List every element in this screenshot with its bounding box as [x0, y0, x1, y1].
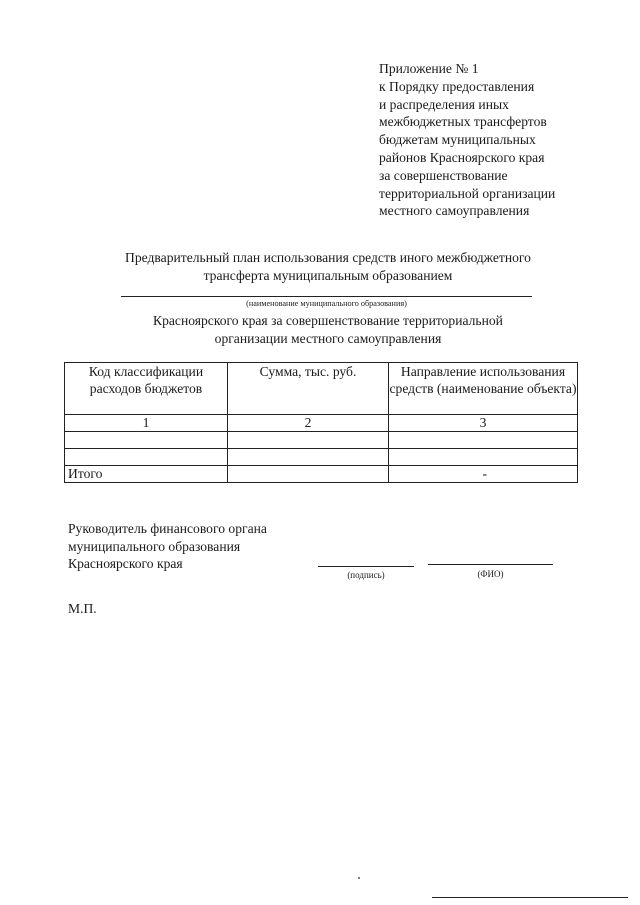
table-cell[interactable]	[389, 449, 578, 466]
table-cell[interactable]	[389, 432, 578, 449]
appendix-line: Приложение № 1	[379, 61, 479, 76]
total-row	[65, 466, 578, 483]
scan-dot	[358, 877, 360, 879]
table-header-row	[65, 363, 578, 415]
full-name-field[interactable]	[428, 564, 553, 565]
appendix-line: и распределения иных	[379, 96, 509, 112]
table-cell[interactable]	[65, 432, 228, 449]
table-cell[interactable]	[65, 449, 228, 466]
municipality-name-caption: (наименование муниципального образования)	[246, 299, 407, 308]
table-cell[interactable]	[228, 432, 389, 449]
appendix-line: местного самоуправления	[379, 203, 530, 219]
column-number: 3	[389, 415, 578, 432]
header-direction: Направление использования средств (наименование объекта)	[389, 363, 578, 415]
title-line: трансферта муниципальным образованием	[203, 268, 453, 283]
signatory-title	[68, 520, 267, 573]
signatory-line: Красноярского края	[68, 556, 183, 571]
appendix-header	[379, 60, 555, 220]
municipality-name-field[interactable]	[121, 296, 532, 297]
appendix-line: территориальной организации	[379, 185, 556, 201]
purpose-line: организации местного самоуправления	[214, 331, 442, 346]
appendix-line: районов Красноярского края	[379, 149, 545, 165]
title-line: Предварительный план использования средств иного межбюджетного	[125, 250, 531, 265]
document-title	[60, 249, 596, 285]
appendix-line: межбюджетных трансфертов	[379, 114, 547, 130]
purpose-text	[60, 312, 596, 348]
appendix-line: к Порядку предоставления	[379, 78, 535, 94]
table-cell[interactable]	[228, 449, 389, 466]
appendix-line: за совершенствование	[379, 167, 508, 183]
purpose-line: Красноярского края за совершенствование территориальной	[153, 313, 503, 328]
column-number: 1	[65, 415, 228, 432]
stamp-place-label: М.П.	[68, 601, 97, 616]
appendix-line: бюджетам муниципальных	[379, 132, 536, 148]
total-amount[interactable]	[228, 466, 389, 483]
header-classification-code: Код классификации расходов бюджетов	[65, 363, 228, 415]
table-row	[65, 432, 578, 449]
signatory-line: Руководитель финансового органа	[68, 521, 267, 536]
column-number: 2	[228, 415, 389, 432]
table-row	[65, 449, 578, 466]
total-direction: -	[389, 466, 578, 483]
header-amount: Сумма, тыс. руб.	[228, 363, 389, 415]
plan-table	[64, 362, 578, 483]
column-number-row	[65, 415, 578, 432]
total-label: Итого	[65, 466, 228, 483]
signature-field[interactable]	[318, 566, 414, 567]
full-name-caption: (ФИО)	[477, 569, 504, 579]
bottom-rule	[432, 897, 628, 898]
signatory-line: муниципального образования	[68, 538, 241, 554]
signature-caption: (подпись)	[347, 570, 385, 580]
